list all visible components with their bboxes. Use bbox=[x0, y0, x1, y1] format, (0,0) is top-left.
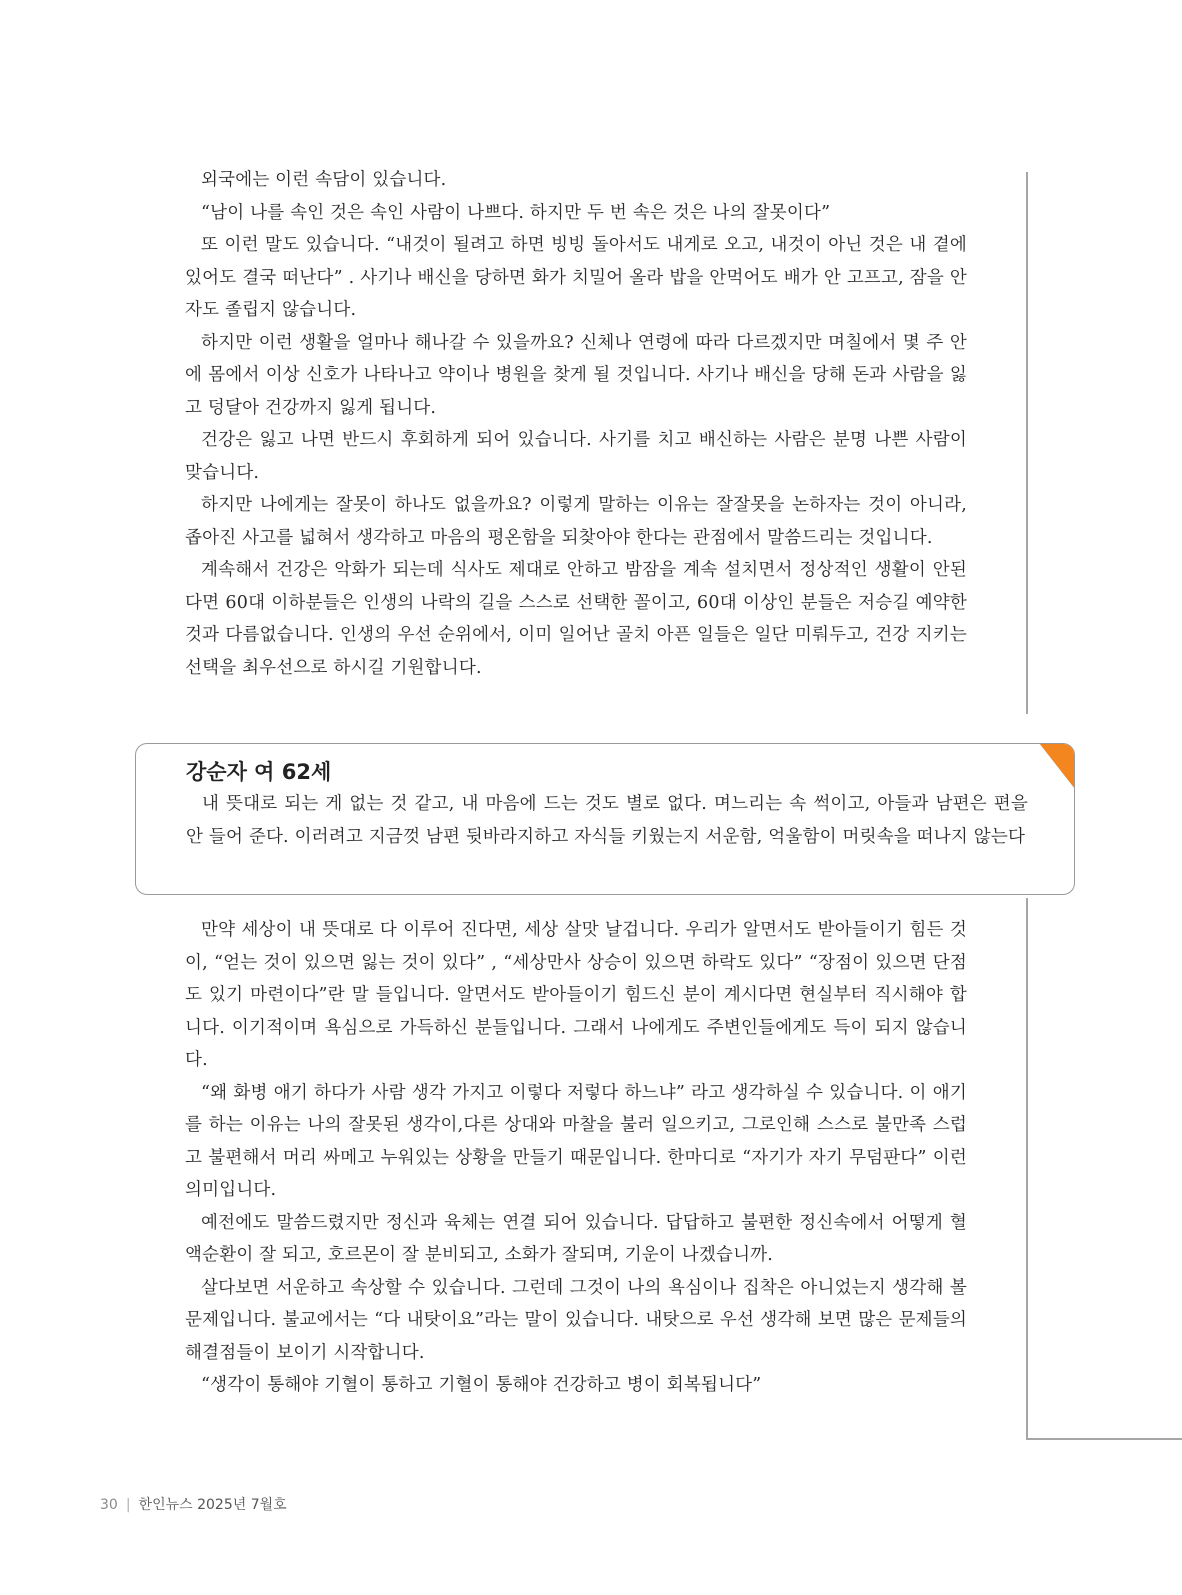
margin-rule-bottom bbox=[1026, 898, 1028, 1440]
paragraph: 만약 세상이 내 뜻대로 다 이루어 진다면, 세상 살맛 날겁니다. 우리가 알면서도 받아들이기 힘든 것이, “얻는 것이 있으면 잃는 것이 있다” , “세상만사 상승이 있으면 하락도 있다” “장점이 있으면 단점도 있기 마련이다”란 말 들입니다. 알면서도 받아들이기 힘드신 분이 계시다면 현실부터 직시해야 합니다. 이기적이며 욕심으로 가득하신 분들입니다. 그래서 나에게도 주변인들에게도 득이 되지 않습니다. bbox=[185, 920, 967, 1070]
paragraph: 하지만 이런 생활을 얼마나 해나갈 수 있을까요? 신체나 연령에 따라 다르겠지만 며칠에서 몇 주 안에 몸에서 이상 신호가 나타나고 약이나 병원을 찾게 될 것입니다. 사기나 배신을 당해 돈과 사람을 잃고 덩달아 건강까지 잃게 됩니다. bbox=[185, 332, 967, 418]
case-name: 강순자 여 62세 bbox=[186, 760, 332, 784]
page-number: 30 bbox=[100, 1497, 118, 1513]
paragraph: “생각이 통해야 기혈이 통하고 기혈이 통해야 건강하고 병이 회복됩니다” bbox=[201, 1375, 762, 1395]
paragraph: 계속해서 건강은 악화가 되는데 식사도 제대로 안하고 밤잠을 계속 설치면서 정상적인 생활이 안된다면 60대 이하분들은 인생의 나락의 길을 스스로 선택한 꼴이고, 60대 이상인 분들은 저승길 예약한것과 다름없습니다. 인생의 우선 순위에서, 이미 일어난 골치 아픈 일들은 일단 미뤄두고, 건강 지키는 선택을 최우선으로 하시길 기원합니다. bbox=[185, 560, 967, 678]
paragraph: 건강은 잃고 나면 반드시 후회하게 되어 있습니다. 사기를 치고 배신하는 사람은 분명 나쁜 사람이 맞습니다. bbox=[185, 430, 967, 483]
publication-name: 한인뉴스 2025년 7월호 bbox=[138, 1497, 287, 1513]
paragraph: “남이 나를 속인 것은 속인 사람이 나쁘다. 하지만 두 번 속은 것은 나의 잘못이다” bbox=[201, 202, 831, 223]
paragraph: 하지만 나에게는 잘못이 하나도 없을까요? 이렇게 말하는 이유는 잘잘못을 논하자는 것이 아니라, 좁아진 사고를 넓혀서 생각하고 마음의 평온함을 되찾아야 한다는 관점에서 말씀드리는 것입니다. bbox=[185, 495, 967, 548]
footer-separator: | bbox=[125, 1497, 131, 1513]
paragraph: “왜 화병 애기 하다가 사람 생각 가지고 이렇다 저렇다 하느냐” 라고 생각하실 수 있습니다. 이 애기를 하는 이유는 나의 잘못된 생각이,다른 상대와 마찰을 불러 일으키고, 그로인해 스스로 불만족 스럽고 불편해서 머리 싸메고 누워있는 상황을 만들기 때문입니다. 한마디로 “자기가 자기 무덤판다” 이런 의미입니다. bbox=[185, 1082, 967, 1200]
margin-rule-top bbox=[1026, 172, 1028, 714]
paragraph: 또 이런 말도 있습니다. “내것이 될려고 하면 빙빙 돌아서도 내게로 오고, 내것이 아닌 것은 내 곁에 있어도 결국 떠난다” . 사기나 배신을 당하면 화가 치밀어 올라 밥을 안먹어도 배가 안 고프고, 잠을 안 자도 졸립지 않습니다. bbox=[185, 235, 967, 320]
corner-accent bbox=[1039, 743, 1075, 789]
article-body-top bbox=[185, 164, 967, 684]
margin-rule-bottom-horizontal bbox=[1026, 1438, 1182, 1440]
article-body-bottom bbox=[185, 914, 967, 1402]
paragraph: 예전에도 말씀드렸지만 정신과 육체는 연결 되어 있습니다. 답답하고 불편한 정신속에서 어떻게 혈액순환이 잘 되고, 호르몬이 잘 분비되고, 소화가 잘되며, 기운이 나겠습니까. bbox=[185, 1212, 967, 1265]
paragraph: 살다보면 서운하고 속상할 수 있습니다. 그런데 그것이 나의 욕심이나 집착은 아니었는지 생각해 볼 문제입니다. 불교에서는 “다 내탓이요”라는 말이 있습니다. 내탓으로 우선 생각해 보면 많은 문제들의 해결점들이 보이기 시작합니다. bbox=[185, 1277, 967, 1363]
case-quote-box bbox=[135, 743, 1075, 895]
case-text: 내 뜻대로 되는 게 없는 것 같고, 내 마음에 드는 것도 별로 없다. 며느리는 속 썩이고, 아들과 남편은 편을 안 들어 준다. 이러려고 지금껏 남편 뒷바라지하고 자식들 키웠는지 서운함, 억울함이 머릿속을 떠나지 않는다 bbox=[186, 794, 1028, 847]
page-footer bbox=[100, 1494, 287, 1514]
paragraph: 외국에는 이런 속담이 있습니다. bbox=[201, 170, 447, 190]
